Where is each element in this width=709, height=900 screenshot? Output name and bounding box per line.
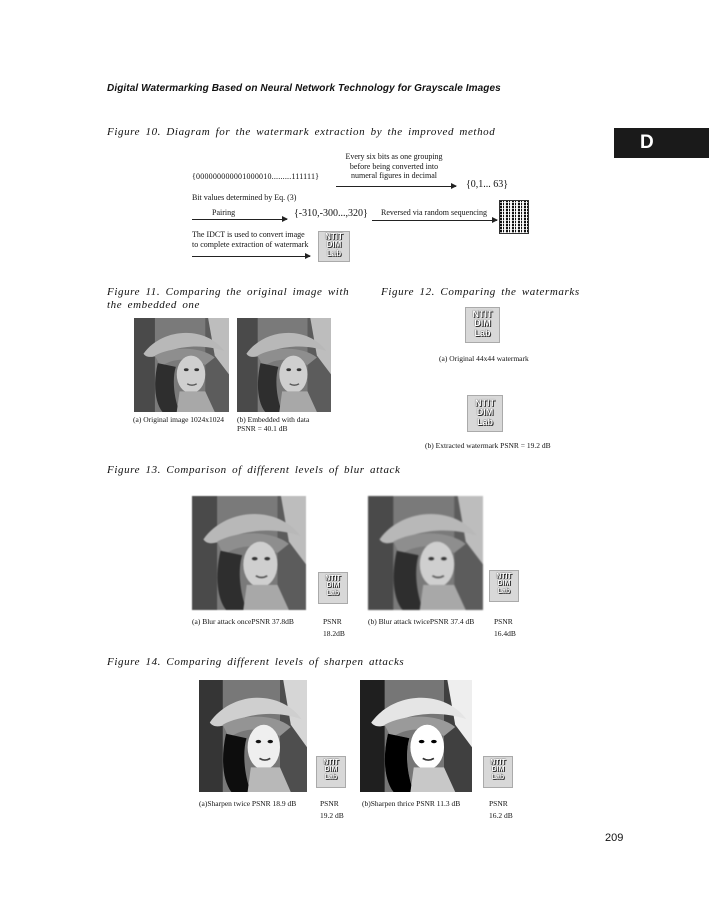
fig10-scrambled-watermark [499, 200, 529, 234]
fig13-watermark-a: NTIT DIM Lab [318, 572, 348, 604]
fig10-caption: Figure 10. Diagram for the watermark extraction by the improved method [107, 126, 496, 138]
fig12-label-b: (b) Extracted watermark PSNR = 19.2 dB [425, 441, 551, 450]
fig12-caption: Figure 12. Comparing the watermarks [381, 286, 580, 298]
fig10-bit-string: {000000000001000010.........111111} [192, 172, 320, 181]
running-head: Digital Watermarking Based on Neural Network Technology for Grayscale Images [107, 83, 501, 94]
fig13-watermark-b: NTIT DIM Lab [489, 570, 519, 602]
fig14-label-a: (a)Sharpen twice PSNR 18.9 dB [199, 799, 297, 808]
fig11-original-image [134, 318, 229, 412]
fig14-caption: Figure 14. Comparing different levels of sharpen attacks [107, 656, 405, 668]
section-tab: D [614, 128, 709, 158]
fig12-label-a: (a) Original 44x44 watermark [439, 354, 529, 363]
fig13-psnr-a: PSNR 18.2dB [323, 617, 345, 638]
fig10-arrow-group [336, 186, 456, 187]
fig13-blur-twice-image [368, 496, 483, 610]
fig14-watermark-b: NTIT DIM Lab [483, 756, 513, 788]
fig10-arrow-pairing [192, 219, 287, 220]
fig14-psnr-b: PSNR 16.2 dB [489, 799, 513, 820]
fig11-embedded-image [237, 318, 331, 412]
fig14-psnr-a: PSNR 19.2 dB [320, 799, 344, 820]
fig10-grouping-note: Every six bits as one grouping before being converted into numeral figures in decimal [345, 152, 443, 180]
fig14-label-b: (b)Sharpen thrice PSNR 11.3 dB [362, 799, 461, 808]
fig11-caption: Figure 11. Comparing the original image with the embedded one [107, 286, 350, 311]
fig13-blur-once-image [192, 496, 306, 610]
fig11-label-b: (b) Embedded with data PSNR = 40.1 dB [237, 415, 310, 433]
fig13-psnr-b: PSNR 16.4dB [494, 617, 516, 638]
fig12-extracted-watermark: NTIT DIM Lab [467, 395, 503, 432]
fig10-set-0-63: {0,1... 63} [466, 179, 509, 190]
fig11-label-a: (a) Original image 1024x1024 [133, 415, 225, 424]
fig10-reversed: Reversed via random sequencing [381, 208, 487, 217]
fig10-bit-values: Bit values determined by Eq. (3) [192, 193, 297, 202]
fig14-sharpen-thrice-image [360, 680, 472, 792]
fig12-original-watermark: NTIT DIM Lab [465, 307, 500, 343]
fig14-sharpen-twice-image [199, 680, 307, 792]
fig13-caption: Figure 13. Comparison of different levels of blur attack [107, 464, 401, 476]
page-number: 209 [605, 832, 624, 844]
fig10-extracted-watermark: NTIT DIM Lab [318, 231, 350, 262]
fig13-label-a: (a) Blur attack oncePSNR 37.8dB [192, 617, 294, 626]
fig10-arrow-reversed [372, 220, 497, 221]
fig10-idct: The IDCT is used to convert image to complete extraction of watermark [192, 230, 309, 249]
fig10-pairing: Pairing [212, 208, 236, 217]
fig10-coeff-set: {-310,-300...,320} [294, 208, 368, 219]
fig10-arrow-idct [192, 256, 310, 257]
fig13-label-b: (b) Blur attack twicePSNR 37.4 dB [368, 617, 475, 626]
fig14-watermark-a: NTIT DIM Lab [316, 756, 346, 788]
